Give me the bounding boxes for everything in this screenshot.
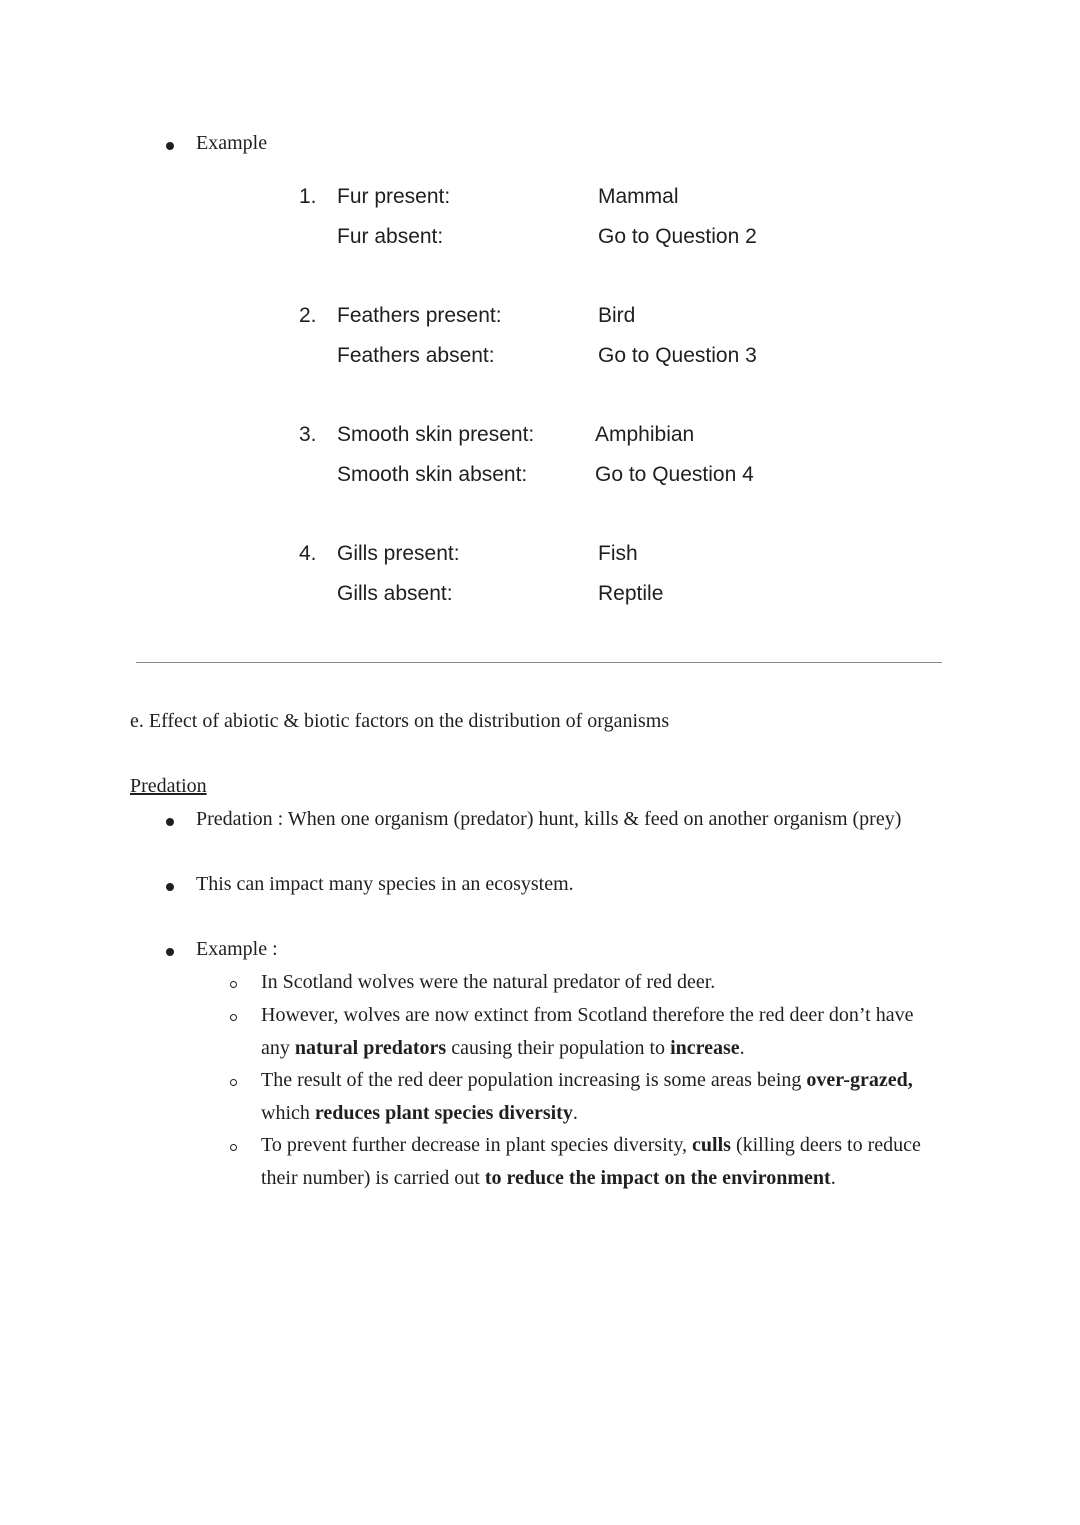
example-label: Example :	[196, 938, 278, 960]
predation-definition: Predation : When one organism (predator) hunt, kills & feed on another organism (prey)	[196, 808, 902, 830]
key-number: 4.	[299, 542, 317, 565]
key-question-absent: Feathers absent:	[337, 344, 495, 367]
text-run: (killing deers to reduce	[730, 1134, 921, 1156]
key-answer-absent: Reptile	[598, 582, 664, 605]
sub-item-3-line2	[261, 1102, 578, 1125]
key-number: 1.	[299, 185, 317, 208]
key-answer-present: Mammal	[598, 185, 679, 208]
sub-item-4-line1	[261, 1134, 921, 1157]
sub-item-3-line1	[261, 1069, 913, 1092]
sub-bullet	[230, 1144, 237, 1151]
text-run: .	[572, 1102, 578, 1124]
subheading-predation: Predation	[130, 775, 207, 797]
key-answer-present: Fish	[598, 542, 638, 565]
sub-bullet	[230, 1014, 237, 1021]
text-run: causing their population to	[446, 1037, 671, 1059]
key-question-absent: Smooth skin absent:	[337, 463, 528, 486]
text-run: their number) is carried out	[261, 1167, 485, 1189]
sub-item-2-line2	[261, 1037, 745, 1060]
bullet-dot	[166, 948, 174, 956]
sub-bullet	[230, 1079, 237, 1086]
bullet-dot	[166, 883, 174, 891]
key-answer-present: Bird	[598, 304, 636, 327]
key-question-absent: Fur absent:	[337, 225, 444, 248]
text-run: .	[830, 1167, 836, 1189]
sub-bullet	[230, 981, 237, 988]
bold-text: to reduce the impact on the environment	[484, 1167, 831, 1189]
bold-text: culls	[692, 1134, 731, 1156]
sub-item-2-line1: However, wolves are now extinct from Scotland therefore the red deer don’t have	[261, 1004, 914, 1026]
key-number: 2.	[299, 304, 317, 327]
key-answer-absent: Go to Question 3	[598, 344, 757, 367]
key-question-present: Fur present:	[337, 185, 451, 208]
key-question-present: Gills present:	[337, 542, 460, 565]
example-label: Example	[196, 132, 268, 154]
key-answer-absent: Go to Question 4	[595, 463, 754, 486]
bullet-dot	[166, 818, 174, 826]
bullet-dot	[166, 142, 174, 150]
key-question-present: Smooth skin present:	[337, 423, 535, 446]
sub-item-1: In Scotland wolves were the natural predator of red deer.	[261, 971, 716, 993]
text-run: any	[261, 1037, 295, 1059]
impact-line: This can impact many species in an ecosystem.	[196, 873, 574, 895]
text-run: .	[739, 1037, 745, 1059]
horizontal-divider	[136, 662, 942, 663]
section-heading: e. Effect of abiotic & biotic factors on the distribution of organisms	[130, 710, 670, 732]
text-run: which	[261, 1102, 315, 1124]
text-run: The result of the red deer population increasing is some areas being	[261, 1069, 807, 1091]
key-answer-absent: Go to Question 2	[598, 225, 757, 248]
key-answer-present: Amphibian	[595, 423, 695, 446]
bold-text: increase	[670, 1037, 740, 1059]
key-question-absent: Gills absent:	[337, 582, 453, 605]
text-run: To prevent further decrease in plant species diversity,	[261, 1134, 693, 1156]
key-question-present: Feathers present:	[337, 304, 502, 327]
bold-text: reduces plant species diversity	[314, 1102, 573, 1124]
sub-item-4-line2	[261, 1167, 836, 1190]
bold-text: natural predators	[294, 1037, 447, 1059]
bold-text: over-grazed,	[806, 1069, 913, 1091]
key-number: 3.	[299, 423, 317, 446]
